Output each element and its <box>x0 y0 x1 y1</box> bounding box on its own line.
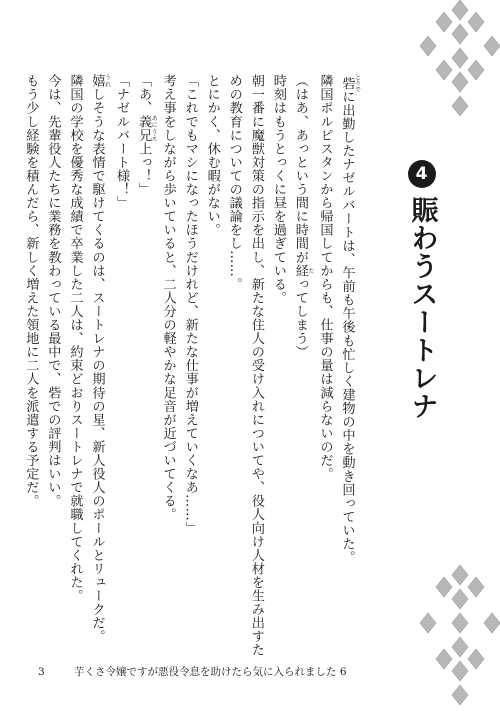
ruby-ure: 嬉 うれ <box>89 74 111 88</box>
text-line: 朝一番に魔獣対策の指示を出し、新たな住人の受け入れについてや、役人向け人材を生み出すた <box>248 74 264 657</box>
text-line: めの教育についての議論をし……。 <box>226 74 242 291</box>
page-footer <box>38 664 347 679</box>
ruby-aniue: 義兄 あにうえ <box>136 114 158 142</box>
text-line: 今は、先輩役人たちに業務を教わっている最中で、砦での評判はいい。 <box>45 74 61 508</box>
ruby-toride: 砦 とりで <box>339 74 361 92</box>
page-number: 3 <box>38 666 45 678</box>
chapter-heading <box>398 160 446 440</box>
body-text <box>23 74 361 657</box>
text-line: 嬉 うれしそうな表情で駆けてくるのは、スートレナの期待の星、新人役人のポールとリュークだ。 <box>89 74 111 644</box>
text-line: （はあ、あっという間に時間が経 たってしまう） <box>292 74 314 359</box>
running-title: 芋くさ令嬢ですが悪役令息を助けたら気に入られました 6 <box>74 666 347 678</box>
text-line: とにかく、休む暇がない。 <box>204 74 220 237</box>
chapter-number-badge: 4 <box>408 160 436 188</box>
text-line: 「ナゼルバート様！」 <box>114 74 130 210</box>
diamond-border-bottom <box>420 565 500 705</box>
text-line: 「あ、義兄 あにうえ上っ！」 <box>136 74 158 196</box>
text-line: 「これでもマシになったほうだけれど、新たな仕事が増えていくなあ……」 <box>182 74 198 535</box>
diamond-border-top <box>420 0 500 118</box>
ruby-ta: 経 た <box>292 263 314 278</box>
text-line: 隣国の学校を優秀な成績で卒業した二人は、約束どおりスートレナで就職してくれた。 <box>67 74 83 603</box>
text-line: 砦 とりでに出勤したナゼルバートは、午前も午後も忙しく建物の中を動き回っていた。 <box>339 74 361 565</box>
text-line: 隣国ポルピスタンから帰国してからも、仕事の量は減らないのだ。 <box>317 74 333 481</box>
text-line: 時刻はもうとっくに昼を過ぎている。 <box>270 74 286 305</box>
chapter-title: 賑わうスートレナ <box>406 196 438 420</box>
text-line: もう少し経験を積んだら、新しく増えた領地に二人を派遣する予定だ。 <box>23 74 39 508</box>
text-line: 考え事をしながら歩いていると、二人分の軽やかな足音が近づいてくる。 <box>160 74 176 522</box>
